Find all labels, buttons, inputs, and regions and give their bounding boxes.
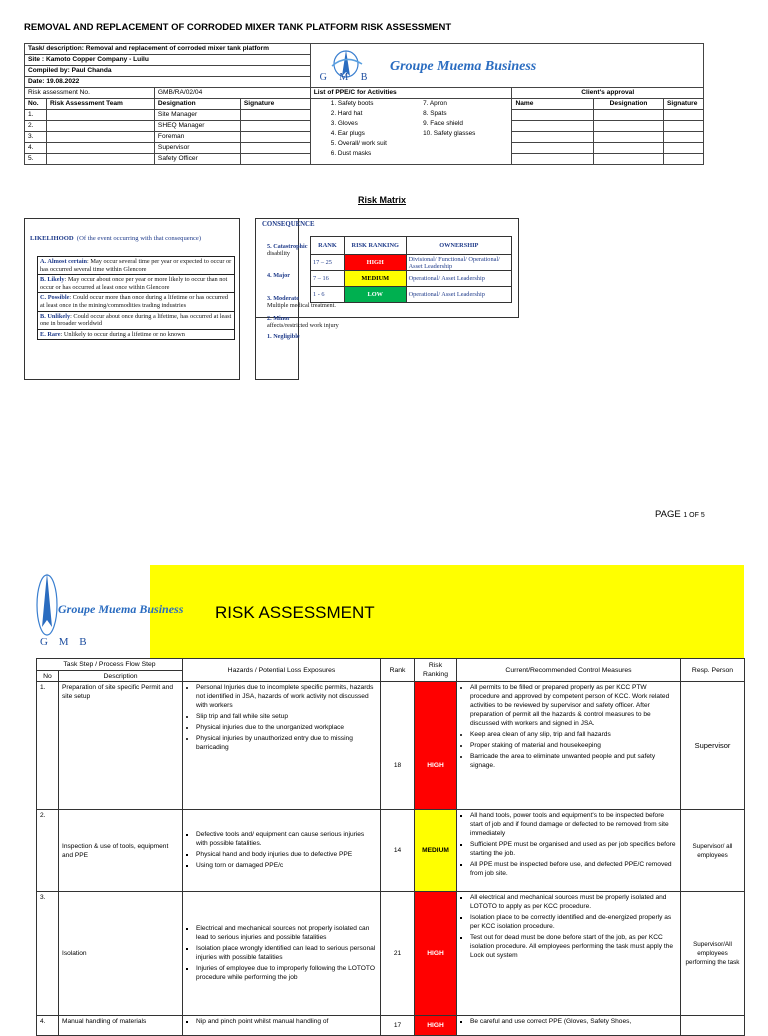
company-logo <box>36 565 184 658</box>
client-name-col: Name <box>512 99 594 110</box>
consequence-item: 5. Catastrophic disability <box>267 243 308 257</box>
client-approval-label: Client's approval <box>512 88 704 99</box>
col-designation: Designation <box>154 99 240 110</box>
col-team: Risk Assessment Team <box>46 99 154 110</box>
table-row <box>37 682 745 810</box>
description-header: Description <box>59 671 183 682</box>
ppe-item: 4. Ear plugs <box>330 130 365 137</box>
ppe-item: 1. Safety boots <box>330 100 374 107</box>
row-rank: 18 <box>381 682 415 810</box>
client-designation-col: Designation <box>594 99 664 110</box>
row-ranking: HIGH <box>415 892 457 1016</box>
no-header: No <box>37 671 59 682</box>
row-hazards: ▪ Defective tools and/ equipment can cause serious injuries with possible fatalities. ▪ Physical hand and body injuries due to defective PPE ▪ Using torn or damaged PPE/c <box>183 810 381 892</box>
rank-range: 1 - 6 <box>311 287 345 303</box>
row-hazards: ▪ Nip and pinch point whilst manual handling of <box>183 1016 381 1036</box>
ownership-header: OWNERSHIP <box>406 237 511 255</box>
resp-person-header: Resp. Person <box>681 659 745 682</box>
rank-range: 7 – 16 <box>311 271 345 287</box>
compiled-by: Compiled by: Paul Chanda <box>25 66 311 77</box>
rank-range: 17 – 25 <box>311 255 345 271</box>
risk-ranking-header: Risk Ranking <box>415 659 457 682</box>
likelihood-item: A. Almost certain: May occur several time per year or expected to occur or has occurred several time within Glencore <box>38 257 234 275</box>
risk-level-medium: MEDIUM <box>344 271 406 287</box>
gmb-emblem-icon <box>37 573 57 635</box>
likelihood-item: B. Unlikely: Could occur about once during a lifetime, has occurred at least one in broader worldwid <box>38 312 234 330</box>
row-ranking: HIGH <box>415 1016 457 1036</box>
row-rank: 21 <box>381 892 415 1016</box>
banner-logo-area <box>36 565 184 658</box>
table-row <box>37 892 745 1016</box>
task-description: Task/ description: Removal and replacement of corroded mixer tank platform <box>25 44 311 55</box>
risk-assessment-title: RISK ASSESSMENT <box>215 603 375 622</box>
row-resp-person <box>681 1016 745 1036</box>
ppe-item: 2. Hard hat <box>330 110 363 117</box>
row-ranking: MEDIUM <box>415 810 457 892</box>
team-no: 1. <box>25 110 47 121</box>
row-resp-person: Supervisor/ all employees <box>681 810 745 892</box>
consequence-title: CONSEQUENCE <box>262 221 315 228</box>
date: Date: 19.08.2022 <box>25 77 311 88</box>
ppe-item: 9. Face shield <box>423 120 463 127</box>
likelihood-label: LIKELIHOOD <box>30 235 74 242</box>
team-designation: Safety Officer <box>154 154 240 165</box>
company-initials: G M B <box>319 72 373 83</box>
likelihood-title <box>30 235 201 242</box>
ppe-item: 5. Overall/ work suit <box>330 140 387 147</box>
table-row <box>37 1016 745 1036</box>
ppe-item: 10. Safety glasses <box>423 130 476 137</box>
ownership: Divisional/ Functional/ Operational/ Asset Leadership <box>406 255 511 271</box>
row-resp-person: Supervisor/All employees performing the task <box>681 892 745 1016</box>
row-hazards: ▪ Electrical and mechanical sources not properly isolated can lead to serious injuries and possible fatalities ▪ Isolation place wrongly identified can lead to serious personal injuries with possible fatalities ▪ Injuries of employee due to improperly following the LOTOTO procedure while performing the job <box>183 892 381 1016</box>
row-controls: • All permits to be filled or prepared properly as per KCC PTW procedure and approved by competent person of KCC. Work related activities to be reviewed by supervisor and safety officer. After preparation of permit all the hazards & control measures to be discussed with workers and signed in JSA. • Keep area clean of any slip, trip and fall hazards • Proper staking of material and housekeeping • Barricade the area to eliminate unwanted people and put safety signage. <box>457 682 681 810</box>
team-no: 4. <box>25 143 47 154</box>
risk-level-high: HIGH <box>344 255 406 271</box>
row-controls: ▪ Be careful and use correct PPE (Gloves, Safety Shoes, <box>457 1016 681 1036</box>
row-no: 4. <box>37 1016 59 1036</box>
risk-assessment-table <box>36 658 745 1036</box>
likelihood-list <box>37 256 235 340</box>
row-rank: 17 <box>381 1016 415 1036</box>
row-description: Manual handling of materials <box>59 1016 183 1036</box>
ppe-item: 8. Spats <box>423 110 447 117</box>
page-number: PAGE 1 OF 5 <box>655 509 705 520</box>
risk-ranking-header: RISK RANKING <box>344 237 406 255</box>
controls-header: Current/Recommended Control Measures <box>457 659 681 682</box>
risk-matrix-title: Risk Matrix <box>358 195 407 205</box>
client-signature-col: Signature <box>663 99 703 110</box>
task-step-header: Task Step / Process Flow Step <box>37 659 183 671</box>
consequence-item: 4. Major <box>267 272 291 279</box>
row-controls: ▪ All hand tools, power tools and equipment's to be inspected before start of job and if found damage or defected to be removed from site immediately ▪ Sufficient PPE must be organised and used as per job specifics before starting the job. ▪ All PPE must be inspected before use, and defected PPE/C removed from job site. <box>457 810 681 892</box>
ra-number-label: Risk assessment No. <box>25 88 155 99</box>
consequence-item: 1. Negligible <box>267 333 300 340</box>
col-signature: Signature <box>240 99 310 110</box>
document-title: REMOVAL AND REPLACEMENT OF CORRODED MIXER TANK PLATFORM RISK ASSESSMENT <box>24 22 452 33</box>
row-ranking: HIGH <box>415 682 457 810</box>
row-controls: ▪ All electrical and mechanical sources must be properly isolated and LOTOTO to apply as per KCC procedure. ▪ Isolation place to be correctly identified and de-energized properly as per KCC isolation procedure. ▪ Test out for dead must be done before start of the job, as per KCC isolation procedure. All employees performing the task must apply the Lock out system <box>457 892 681 1016</box>
team-no: 3. <box>25 132 47 143</box>
row-description: Preparation of site specific Permit and site setup <box>59 682 183 810</box>
ownership: Operational/ Asset Leadership <box>406 287 511 303</box>
row-description: Inspection & use of tools, equipment and PPE <box>59 810 183 892</box>
company-name: Groupe Muema Business <box>390 59 537 74</box>
row-no: 3. <box>37 892 59 1016</box>
consequence-item: 2. Minor affects/restricted work injury <box>267 315 339 329</box>
consequence-item: 3. Moderate Multiple medical treatment. <box>267 295 336 309</box>
likelihood-item: E. Rare: Unlikely to occur during a lifetime or no known <box>40 330 185 338</box>
rank-header: Rank <box>381 659 415 682</box>
risk-ranking-table <box>310 236 512 303</box>
row-description: Isolation <box>59 892 183 1016</box>
ppe-list <box>311 99 512 159</box>
col-no: No. <box>25 99 47 110</box>
likelihood-item: B. Likely: May occur about once per year or more likely to occur than not occur or has occurred at least once within Glencore <box>38 275 234 293</box>
risk-level-low: LOW <box>344 287 406 303</box>
row-resp-person: Supervisor <box>681 682 745 810</box>
table-row <box>37 810 745 892</box>
team-designation: Site Manager <box>154 110 240 121</box>
rank-header: RANK <box>311 237 345 255</box>
site-name: Site : Kamoto Copper Company - Luilu <box>25 55 311 66</box>
likelihood-item: C. Possible: Could occur more than once during a lifetime or has occurred at least once in the mining/commodities trading industries <box>38 293 234 311</box>
team-designation: Foreman <box>154 132 240 143</box>
ownership: Operational/ Asset Leadership <box>406 271 511 287</box>
team-designation: Supervisor <box>154 143 240 154</box>
team-designation: SHEQ Manager <box>154 121 240 132</box>
team-no: 2. <box>25 121 47 132</box>
hazards-header: Hazards / Potential Loss Exposures <box>183 659 381 682</box>
company-logo <box>316 46 704 86</box>
company-name: Groupe Muema Business <box>58 602 184 616</box>
ppe-item: 3. Gloves <box>330 120 358 127</box>
row-no: 2. <box>37 810 59 892</box>
row-rank: 14 <box>381 810 415 892</box>
row-hazards: • Personal Injuries due to incomplete specific permits, hazards not identified in JSA, hazards of work activity not discussed with workers • Slip trip and fall while site setup • Physical injuries due to the unorganized workplace • Physical injuries by unauthorized entry due to missing barricading <box>183 682 381 810</box>
ra-number: GMB/RA/02/04 <box>154 88 310 99</box>
row-no: 1. <box>37 682 59 810</box>
ppe-list-label: List of PPE/C for Activities <box>310 88 512 99</box>
ppe-item: 6. Dust masks <box>330 150 372 157</box>
ppe-item: 7. Apron <box>423 100 447 107</box>
likelihood-subtitle: (Of the event occurring with that consequence) <box>76 235 202 242</box>
team-no: 5. <box>25 154 47 165</box>
company-initials: G M B <box>40 636 91 648</box>
